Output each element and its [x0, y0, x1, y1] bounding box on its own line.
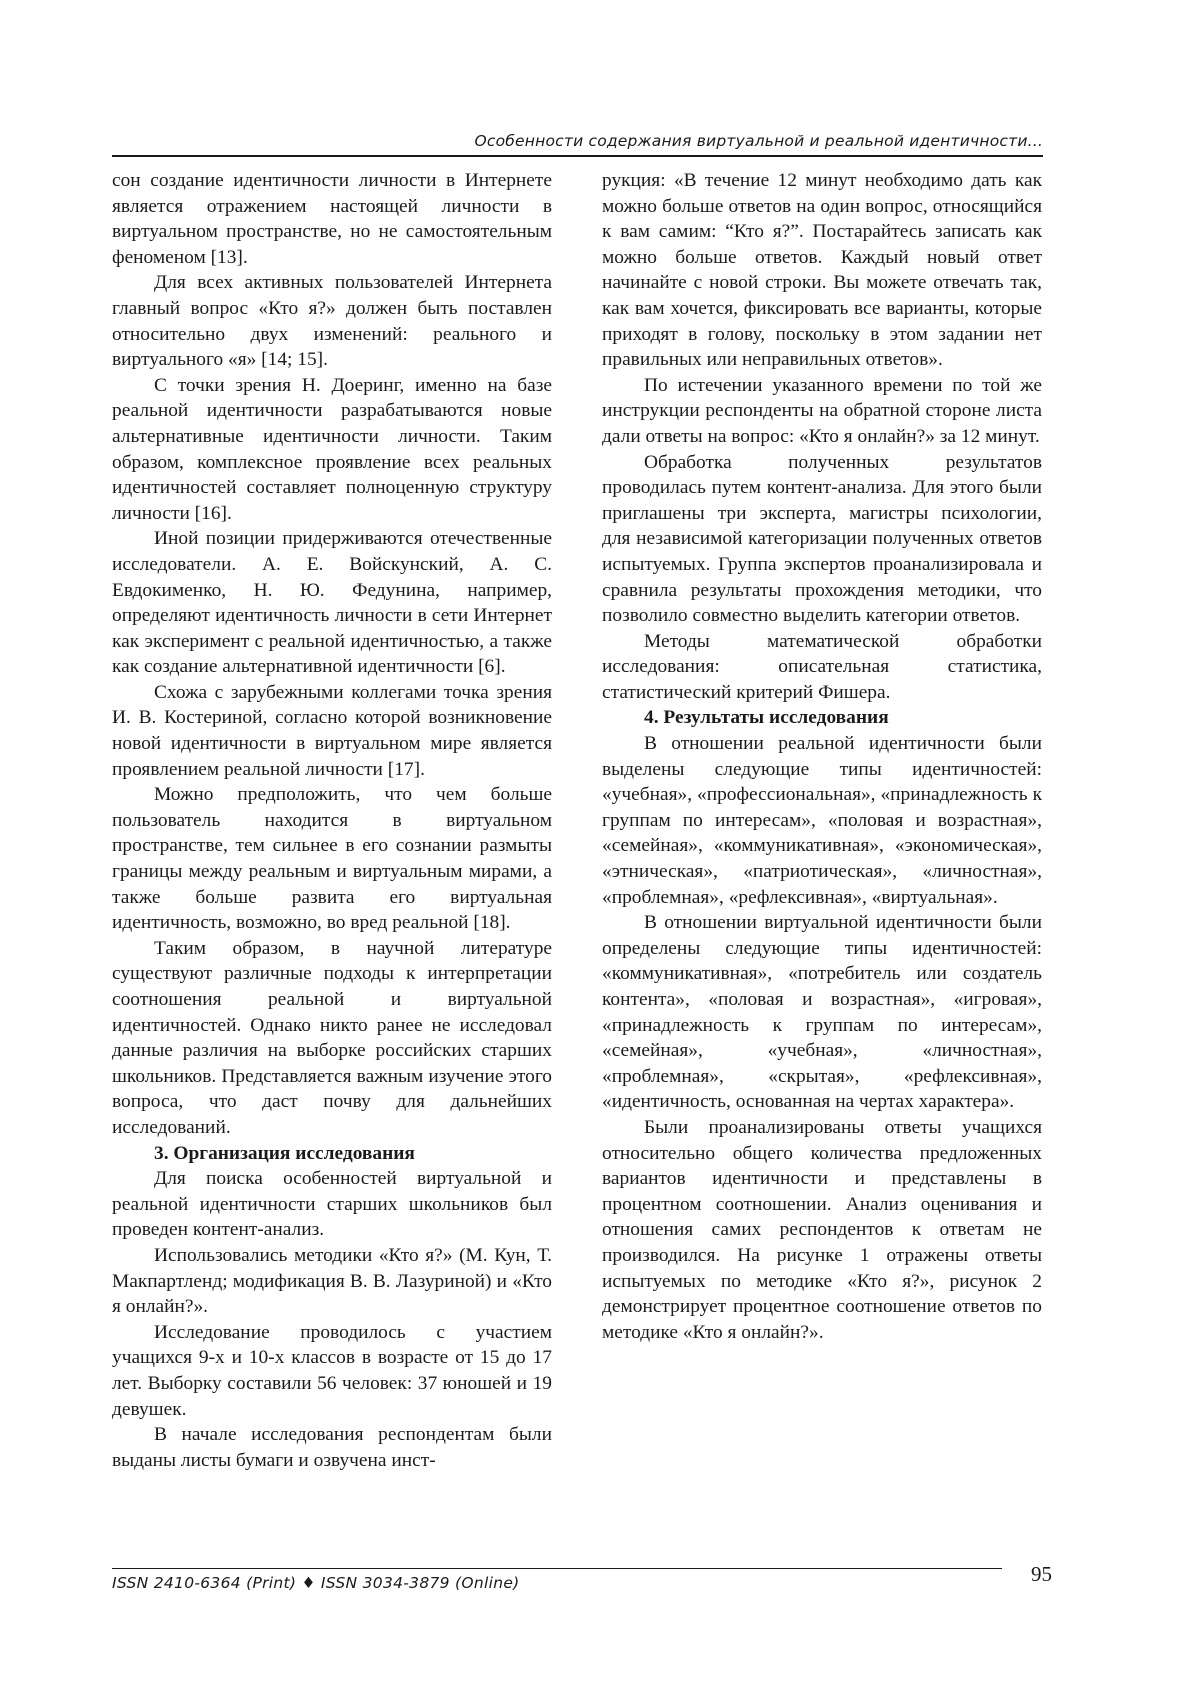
footer-issn: ISSN 2410-6364 (Print) ♦ ISSN 3034-3879 (Online) — [112, 1574, 520, 1592]
section-heading-organization: 3. Организация исследования — [154, 1142, 415, 1164]
paragraph: Можно предположить, что чем больше пользователь находится в виртуальном пространстве, тем сильнее в его сознании размыты границы между реальным и виртуальным мирами, а также больше развита его виртуальная идентичность, возможно, во вред реальной [18]. — [112, 784, 552, 934]
paragraph: Для поиска особенностей виртуальной и реальной идентичности старших школьников был проведен контент-анализ. — [112, 1168, 552, 1241]
paragraph: Для всех активных пользователей Интернета главный вопрос «Кто я?» должен быть поставлен относительно двух изменений: реального и виртуального «я» [14; 15]. — [112, 272, 552, 371]
paragraph: Обработка полученных результатов проводилась путем контент-анализа. Для этого были приглашены три эксперта, магистры психологии, для независимой категоризации полученных ответов испытуемых. Группа экспертов проанализировала и сравнила результаты прохождения методики, что позволило совместно выделить категории ответов. — [602, 451, 1042, 627]
paragraph: Исследование проводилось с участием учащихся 9-х и 10-х классов в возрасте от 15 до 17 лет. Выборку составили 56 человек: 37 юношей и 19 девушек. — [112, 1321, 552, 1420]
paragraph: Схожа с зарубежными коллегами точка зрения И. В. Костериной, согласно которой возникновение новой идентичности в виртуальном мире является проявлением реальной личности [17]. — [112, 681, 552, 780]
right-column — [602, 168, 1042, 1345]
paragraph: Методы математической обработки исследования: описательная статистика, статистический критерий Фишера. — [602, 630, 1042, 703]
paragraph: В начале исследования респондентам были выданы листы бумаги и озвучена инст- — [112, 1424, 552, 1471]
left-column — [112, 168, 552, 1473]
paragraph: В отношении виртуальной идентичности были определены следующие типы идентичностей: «коммуникативная», «потребитель или создатель контента», «половая и возрастная», «игровая», «принадлежность к группам по интересам», «семейная», «учебная», «личностная», «проблемная», «скрытая», «рефлексивная», «идентичность, основанная на чертах характера». — [602, 912, 1042, 1113]
footer-rule — [112, 1568, 1002, 1569]
page-number: 95 — [1031, 1562, 1052, 1586]
paragraph: рукция: «В течение 12 минут необходимо дать как можно больше ответов на один вопрос, относящийся к вам самим: “Кто я?”. Постарайтесь записать как можно больше ответов. Каждый новый ответ начинайте с новой строки. Вы можете отвечать так, как вам хочется, фиксировать все варианты, которые приходят в голову, поскольку в этом задании нет правильных или неправильных ответов». — [602, 170, 1042, 371]
header-rule — [112, 155, 1043, 157]
running-title: Особенности содержания виртуальной и реальной идентичности... — [474, 132, 1043, 150]
paragraph: Таким образом, в научной литературе существуют различные подходы к интерпретации соотношения реальной и виртуальной идентичностей. Однако никто ранее не исследовал данные различия на выборке российских старших школьников. Представляется важным изучение этого вопроса, что даст почву для дальнейших исследований. — [112, 937, 552, 1138]
paragraph: Использовались методики «Кто я?» (М. Кун, Т. Макпартленд; модификация В. В. Лазуриной) и «Кто я онлайн?». — [112, 1244, 552, 1318]
paragraph: В отношении реальной идентичности были выделены следующие типы идентичностей: «учебная», «профессиональная», «принадлежность к группам по интересам», «половая и возрастная», «семейная», «коммуникативная», «экономическая», «этническая», «патриотическая», «личностная», «проблемная», «рефлексивная», «виртуальная». — [602, 733, 1042, 908]
paragraph: Иной позиции придерживаются отечественные исследователи. А. Е. Войскунский, А. С. Евдокименко, Н. Ю. Федунина, например, определяют идентичность личности в сети Интернет как эксперимент с реальной идентичностью, а также как создание альтернативной идентичности [6]. — [112, 528, 552, 678]
paragraph: Были проанализированы ответы учащихся относительно общего количества предложенных вариантов идентичности и представлены в процентном соотношении. Анализ оценивания и отношения самих респондентов к ответам не производился. На рисунке 1 отражены ответы испытуемых по методике «Кто я?», рисунок 2 демонстрирует процентное соотношение ответов по методике «Кто я онлайн?». — [602, 1116, 1042, 1343]
section-heading-results: 4. Результаты исследования — [644, 707, 889, 729]
paragraph: сон создание идентичности личности в Интернете является отражением настоящей личности в виртуальном пространстве, но не самостоятельным феноменом [13]. — [112, 170, 552, 268]
paragraph: С точки зрения Н. Доеринг, именно на базе реальной идентичности разрабатываются новые альтернативные идентичности личности. Таким образом, комплексное проявление всех реальных идентичностей составляет полноценную структуру личности [16]. — [112, 374, 552, 524]
paragraph: По истечении указанного времени по той же инструкции респонденты на обратной стороне листа дали ответы на вопрос: «Кто я онлайн?» за 12 минут. — [602, 374, 1042, 447]
